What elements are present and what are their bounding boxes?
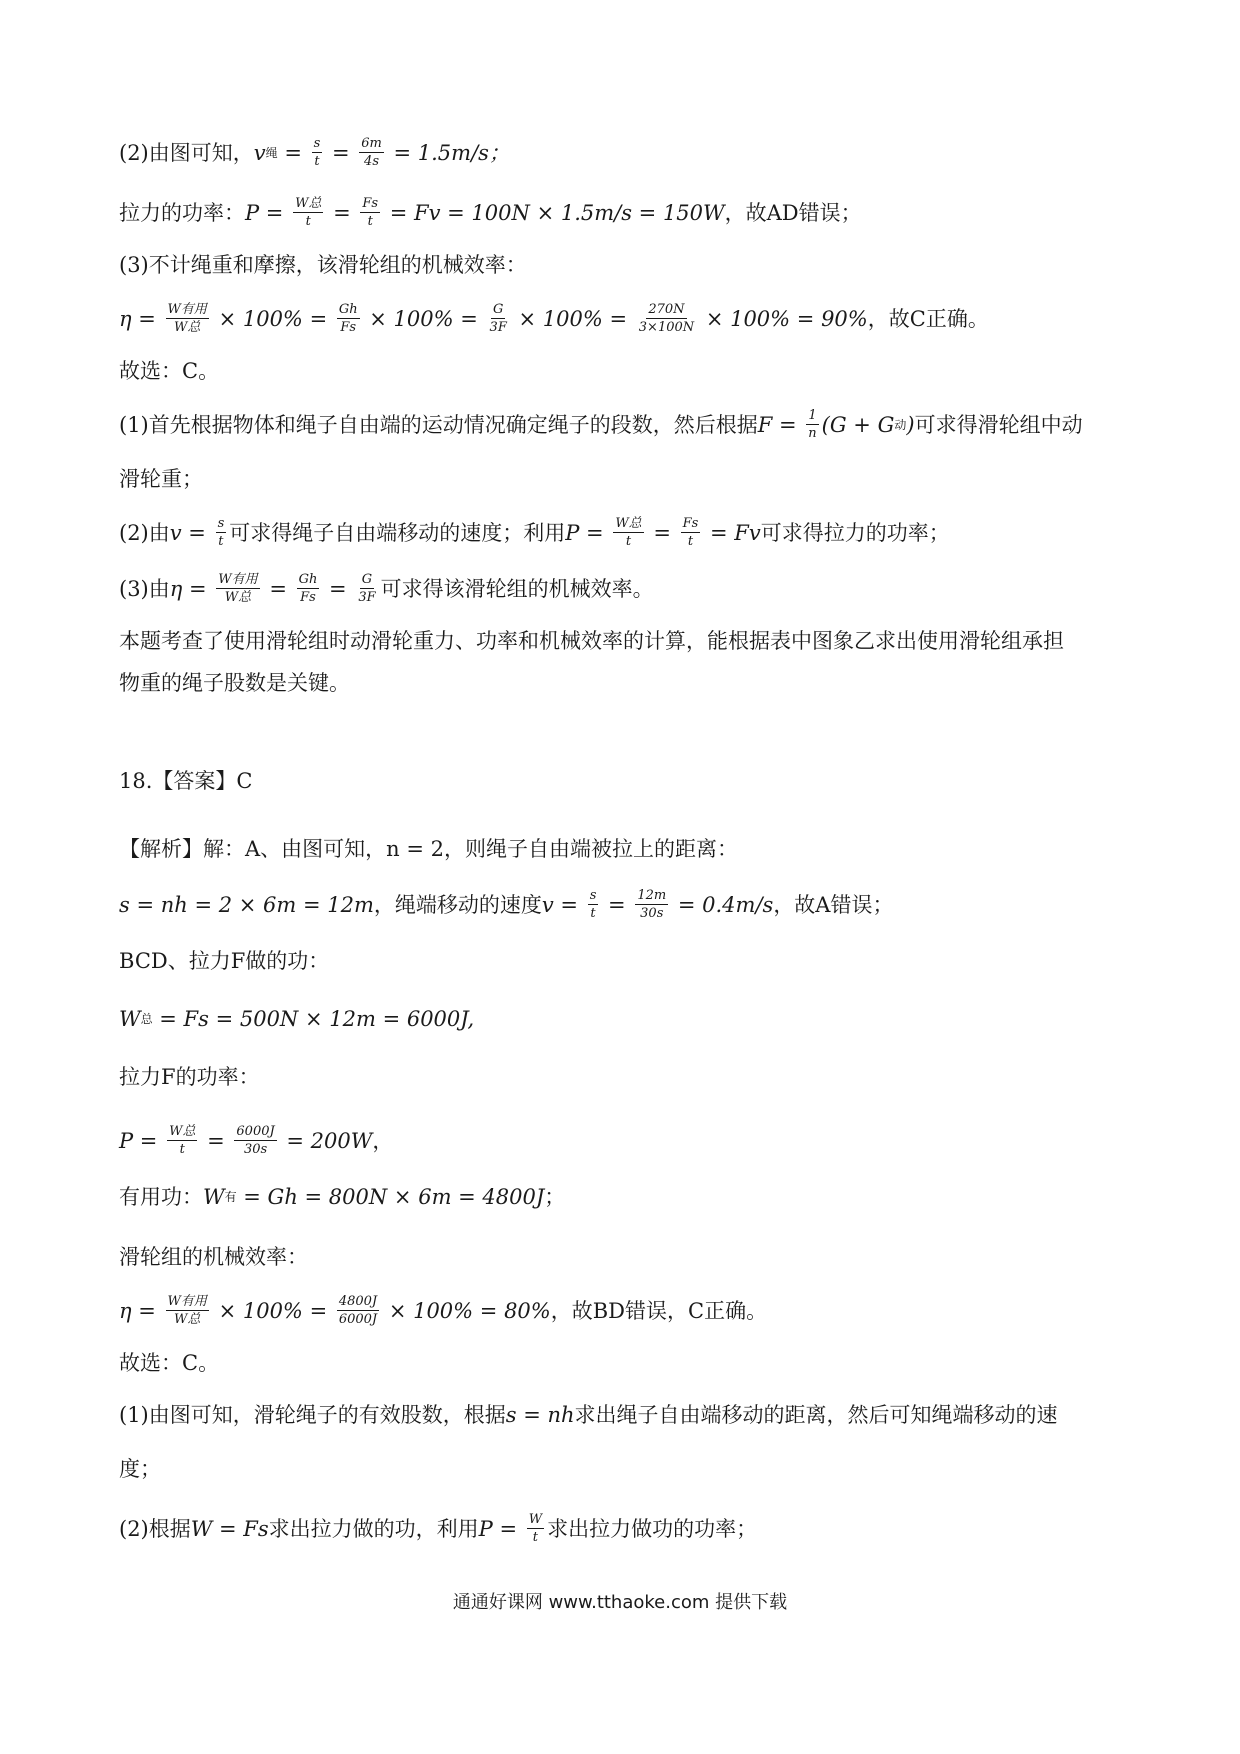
text: ，故BD错误，C正确。: [550, 1298, 768, 1323]
subscript: 绳: [265, 145, 278, 160]
math: =: [326, 200, 358, 225]
math: s = nh = 2 × 6m = 12m: [119, 892, 374, 917]
math: × 100% = 90%: [699, 306, 868, 331]
math: =: [646, 520, 678, 545]
math: (G + G: [821, 412, 895, 437]
text: 拉力的功率：: [119, 200, 245, 225]
math: P =: [119, 1128, 165, 1153]
fraction: $\frac{6m}{4s}$: [361, 136, 382, 169]
fraction: $\frac{4800J}{6000J}$: [338, 1294, 378, 1327]
solution-line: [119, 408, 1130, 441]
text: 本题考查了使用滑轮组时动滑轮重力、功率和机械效率的计算，能根据表中图象乙求出使用滑轮组承担: [119, 629, 1064, 653]
page-footer: 通通好课网 www.tthaoke.com 提供下载: [452, 1592, 788, 1613]
text: (2)由: [119, 520, 170, 545]
solution-line: [119, 1512, 1130, 1545]
fraction: $\frac{\text{W总}}{t}$: [169, 1124, 196, 1157]
fraction: $\frac{6000J}{30s}$: [236, 1124, 275, 1157]
fraction: $\frac{1}{n}$: [808, 408, 817, 441]
text: (2)由图可知，: [119, 140, 254, 165]
text: BCD、拉力F做的功：: [119, 949, 330, 973]
fraction: $\frac{\text{W有用}}{\text{W总}}$: [218, 572, 258, 605]
solution-line: [119, 1004, 1130, 1034]
math: P =: [478, 1516, 524, 1541]
math: = 200W: [279, 1128, 373, 1153]
text: 可求得绳子自由端移动的速度；利用: [229, 520, 566, 545]
text: ，: [372, 1128, 394, 1153]
text: 故选：C。: [119, 359, 220, 383]
fraction: $\frac{G}{3F}$: [358, 572, 376, 605]
math: P =: [565, 520, 611, 545]
solution-line: [119, 356, 1130, 386]
math: W: [203, 1185, 225, 1209]
math: W = Fs: [190, 1516, 269, 1541]
text: (1)由图可知，滑轮绳子的有效股数，根据: [119, 1403, 506, 1427]
math: F =: [757, 412, 804, 437]
math: = Fv = 100N × 1.5m/s = 150W: [383, 200, 725, 225]
fraction: $\frac{s}{t}$: [217, 516, 225, 549]
text: 18.【答案】C: [119, 769, 253, 793]
solution-line: [119, 1400, 1130, 1430]
solution-line: [119, 946, 1130, 976]
math: η =: [119, 306, 163, 331]
text: 求出拉力做功的功率；: [547, 1516, 758, 1541]
math: =: [325, 140, 357, 165]
math: = Gh = 800N × 6m = 4800J: [236, 1185, 545, 1209]
fraction: $\frac{Fs}{t}$: [362, 196, 379, 229]
text: 求出绳子自由端移动的距离，然后可知绳端移动的速: [574, 1403, 1058, 1427]
text: ，绳端移动的速度: [373, 892, 542, 917]
solution-line: [119, 572, 1130, 605]
math: = Fv: [703, 520, 761, 545]
solution-line: [119, 1294, 1130, 1327]
solution-line: [119, 1348, 1130, 1378]
math: v: [253, 140, 266, 165]
math: = 1.5m/s；: [386, 140, 510, 165]
solution-line: [119, 1182, 1130, 1212]
math: × 100% =: [211, 306, 334, 331]
text: (3)不计绳重和摩擦，该滑轮组的机械效率：: [119, 253, 527, 277]
text: 【解析】解：A、由图可知，n = 2，则绳子自由端被拉上的距离：: [119, 837, 738, 861]
math: = 0.4m/s: [671, 892, 774, 917]
fraction: $\frac{\text{W总}}{t}$: [615, 516, 642, 549]
math: × 100% =: [362, 306, 485, 331]
text: (3)由: [119, 576, 170, 601]
text: 滑轮重；: [119, 467, 203, 491]
fraction: $\frac{s}{t}$: [589, 888, 597, 921]
solution-line: [119, 250, 1130, 280]
math: P =: [245, 200, 291, 225]
text: 滑轮组的机械效率：: [119, 1245, 308, 1269]
fraction: $\frac{Gh}{Fs}$: [338, 302, 358, 335]
solution-line: [119, 888, 1130, 921]
fraction: $\frac{\text{W总}}{t}$: [295, 196, 322, 229]
solution-line: [119, 302, 1130, 335]
math: s = nh: [505, 1403, 575, 1427]
solution-line: [119, 516, 1130, 549]
math: ): [906, 412, 915, 437]
solution-line: [119, 1454, 1130, 1484]
math: η =: [119, 1298, 163, 1323]
math: =: [262, 576, 294, 601]
math: =: [322, 576, 354, 601]
math: W: [119, 1007, 141, 1031]
subscript: 有: [224, 1190, 237, 1204]
math: η =: [169, 576, 214, 601]
text: 可求得拉力的功率；: [760, 520, 950, 545]
solution-line: [119, 668, 1130, 698]
fraction: $\frac{W}{t}$: [528, 1512, 543, 1545]
math: v =: [541, 892, 585, 917]
text: (2)根据: [119, 1516, 191, 1541]
solution-line: [119, 626, 1130, 656]
text: 可求得该滑轮组的机械效率。: [380, 576, 654, 601]
text: 物重的绳子股数是关键。: [119, 671, 350, 695]
math: = Fs = 500N × 12m = 6000J,: [152, 1007, 475, 1031]
text: (1)首先根据物体和绳子自由端的运动情况确定绳子的段数，然后根据: [119, 412, 758, 437]
solution-line: [119, 464, 1130, 494]
answer-heading: [119, 766, 1130, 796]
fraction: $\frac{\text{W有用}}{\text{W总}}$: [167, 302, 207, 335]
text: ，故AD错误；: [724, 200, 862, 225]
solution-line: [119, 1242, 1130, 1272]
fraction: $\frac{Fs}{t}$: [682, 516, 699, 549]
text: 求出拉力做的功，利用: [268, 1516, 479, 1541]
math: =: [601, 892, 633, 917]
solution-line: [119, 136, 1130, 169]
math: × 100% =: [511, 306, 634, 331]
fraction: $\frac{12m}{30s}$: [637, 888, 667, 921]
math: × 100% = 80%: [382, 1298, 551, 1323]
solution-line: [119, 1124, 1130, 1157]
text: ；: [544, 1185, 566, 1209]
math: × 100% =: [211, 1298, 334, 1323]
solution-line: [119, 834, 1130, 864]
fraction: $\frac{Gh}{Fs}$: [298, 572, 318, 605]
text: 拉力F的功率：: [119, 1065, 260, 1089]
fraction: $\frac{270N}{3\times 100N}$: [638, 302, 695, 335]
text: 故选：C。: [119, 1351, 220, 1375]
solution-line: [119, 196, 1130, 229]
math: =: [200, 1128, 232, 1153]
text: 度；: [119, 1457, 161, 1481]
subscript: 总: [140, 1012, 153, 1026]
solution-line: [119, 1062, 1130, 1092]
math: v =: [169, 520, 213, 545]
subscript: 动: [894, 417, 907, 432]
text: ，故A错误；: [773, 892, 894, 917]
text: 可求得滑轮组中动: [914, 412, 1083, 437]
math: =: [277, 140, 309, 165]
text: ，故C正确。: [867, 306, 989, 331]
fraction: $\frac{G}{3F}$: [489, 302, 507, 335]
fraction: $\frac{\text{W有用}}{\text{W总}}$: [167, 1294, 207, 1327]
fraction: $\frac{s}{t}$: [313, 136, 321, 169]
text: 有用功：: [119, 1185, 203, 1209]
